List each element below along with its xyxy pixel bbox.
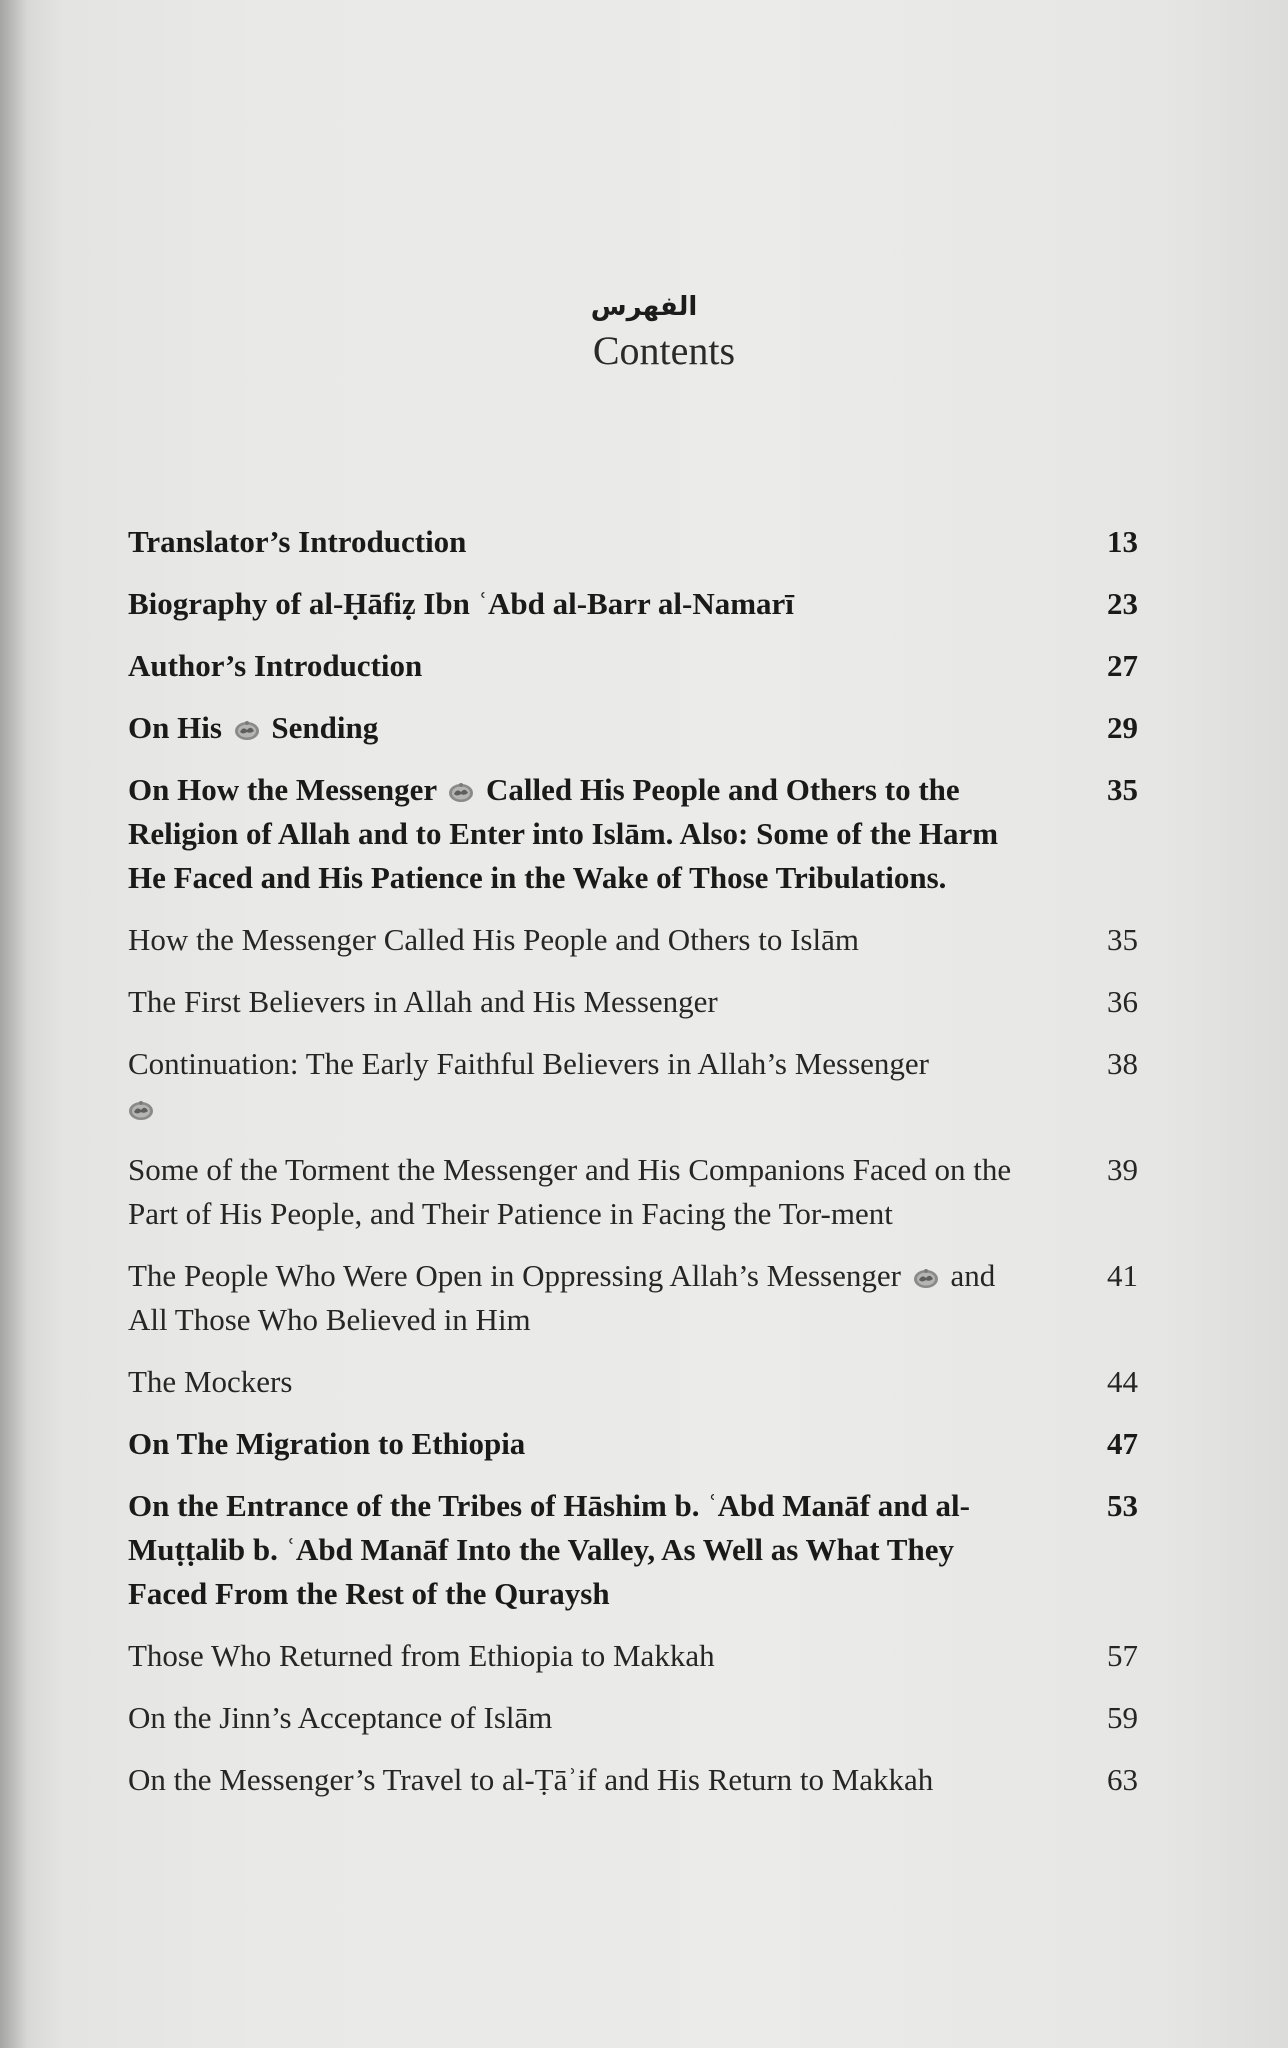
toc-entry-page: 59 xyxy=(1107,1700,1138,1735)
toc-entry-page: 47 xyxy=(1107,1426,1138,1461)
toc-entry-title: Biography of al-Ḥāfiẓ Ibn ʿAbd al-Barr al-Namarī xyxy=(128,586,794,621)
salutation-emblem-icon xyxy=(128,1099,154,1121)
toc-entry[interactable] xyxy=(128,1042,1138,1130)
toc-entry-page: 23 xyxy=(1107,586,1138,621)
toc-entry-title-part: On How the Messenger xyxy=(128,772,437,807)
toc-entry-title: On the Messenger’s Travel to al-Ṭāʾif and His Return to Makkah xyxy=(128,1762,934,1797)
salutation-emblem-icon xyxy=(448,781,474,803)
toc-entry-page: 35 xyxy=(1107,772,1138,807)
toc-entry[interactable] xyxy=(128,1360,1138,1404)
toc-entry-title: On the Entrance of the Tribes of Hāshim b. ʿAbd Manāf and al-Muṭṭalib b. ʿAbd Manāf Into the Valley, As Well as What They Faced From the Rest of the Quraysh xyxy=(128,1488,970,1611)
toc-entry[interactable] xyxy=(128,918,1138,962)
toc-entry-page: 36 xyxy=(1107,984,1138,1019)
toc-entry[interactable] xyxy=(128,1696,1138,1740)
toc-entry-page: 35 xyxy=(1107,922,1138,957)
toc-entry-title: Those Who Returned from Ethiopia to Makkah xyxy=(128,1638,715,1673)
toc-entry-title-part: and All Those Who Believed in Him xyxy=(128,1258,996,1337)
toc-entry[interactable] xyxy=(128,1484,1138,1616)
toc-entry-page: 29 xyxy=(1107,710,1138,745)
toc-entry[interactable] xyxy=(128,1758,1138,1802)
toc-entry-title-part: Called His People and Others to the Religion of Allah and to Enter into Islām. Also: Some of the Harm He Faced and His Patience in the Wake of Those Tribulations. xyxy=(128,772,999,895)
toc-entry[interactable] xyxy=(128,1634,1138,1678)
toc-entry-page: 57 xyxy=(1107,1638,1138,1673)
toc-entry-title: Author’s Introduction xyxy=(128,648,423,683)
toc-entry-title: Translator’s Introduction xyxy=(128,524,467,559)
toc-entry-title xyxy=(128,768,1028,900)
contents-header xyxy=(0,292,1288,376)
toc-entry-page: 41 xyxy=(1107,1258,1138,1293)
toc-entry-page: 63 xyxy=(1107,1762,1138,1797)
toc-entry[interactable] xyxy=(128,1422,1138,1466)
arabic-title: الفهرس xyxy=(590,292,698,322)
toc-entry-page: 27 xyxy=(1107,648,1138,683)
toc-entry-page: 39 xyxy=(1107,1152,1138,1187)
toc-entry[interactable] xyxy=(128,644,1138,688)
toc-entry[interactable] xyxy=(128,1254,1138,1342)
toc-entry[interactable] xyxy=(128,980,1138,1024)
toc-entry[interactable] xyxy=(128,1148,1138,1236)
table-of-contents xyxy=(128,520,1138,1802)
toc-entry-title-part: The People Who Were Open in Oppressing Allah’s Messenger xyxy=(128,1258,901,1293)
toc-entry[interactable] xyxy=(128,706,1138,750)
toc-entry-title xyxy=(128,706,1028,750)
toc-entry-page: 44 xyxy=(1107,1364,1138,1399)
toc-entry-page: 13 xyxy=(1107,524,1138,559)
toc-entry[interactable] xyxy=(128,582,1138,626)
toc-entry[interactable] xyxy=(128,520,1138,564)
salutation-emblem-icon xyxy=(234,719,260,741)
toc-entry-page: 53 xyxy=(1107,1488,1138,1523)
toc-entry-title: On The Migration to Ethiopia xyxy=(128,1426,526,1461)
page-title: Contents xyxy=(592,328,736,373)
salutation-emblem-icon xyxy=(913,1267,939,1289)
toc-entry-title: The Mockers xyxy=(128,1364,293,1399)
toc-entry-title: How the Messenger Called His People and Others to Islām xyxy=(128,922,859,957)
toc-entry[interactable] xyxy=(128,768,1138,900)
toc-entry-title-part: Sending xyxy=(271,710,379,745)
toc-entry-title xyxy=(128,1254,1028,1342)
toc-entry-title xyxy=(128,1042,1028,1130)
toc-entry-title: Some of the Torment the Messenger and His Companions Faced on the Part of His People, and Their Patience in Facing the Tor-ment xyxy=(128,1152,1012,1231)
toc-entry-page: 38 xyxy=(1107,1046,1138,1081)
toc-entry-title-part: Continuation: The Early Faithful Believers in Allah’s Messenger xyxy=(128,1046,929,1081)
toc-entry-title: The First Believers in Allah and His Messenger xyxy=(128,984,718,1019)
toc-entry-title: On the Jinn’s Acceptance of Islām xyxy=(128,1700,553,1735)
toc-entry-title-part: On His xyxy=(128,710,222,745)
